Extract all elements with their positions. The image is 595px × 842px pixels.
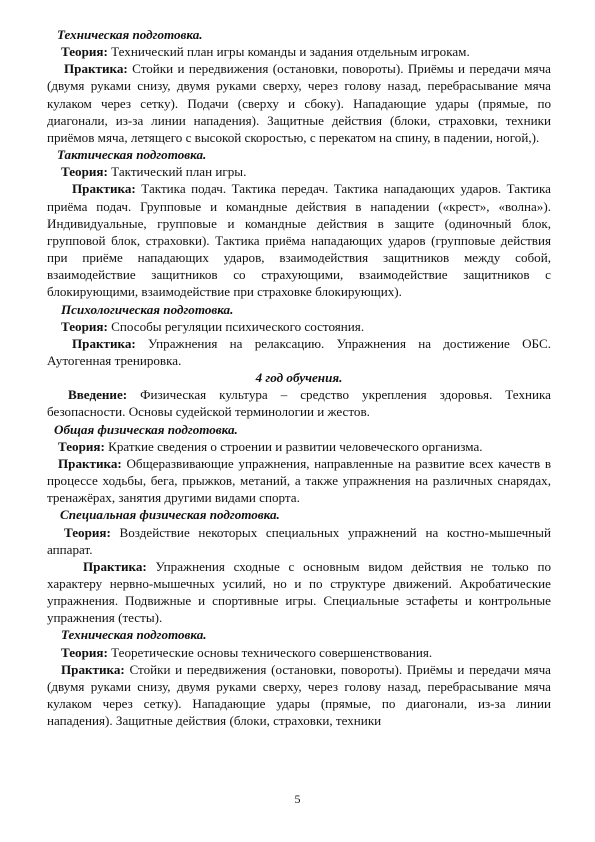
paragraph-label: Теория: bbox=[61, 644, 108, 660]
year-heading: 4 год обучения. bbox=[255, 370, 343, 386]
paragraph-label: Практика: bbox=[61, 661, 125, 677]
paragraph-text: Тактический план игры. bbox=[107, 164, 247, 180]
paragraph-text: Упражнения сходные с основным видом действия не только по характеру нервно-мышечных усилий, но и по структуре движений. Акробатические упражнения. Подвижные и спортивные игры. Специальные эстафеты и контрольные упражнения (тесты). bbox=[47, 558, 551, 626]
paragraph-text: Воздействие некоторых специальных упражнений на костно-мышечный аппарат. bbox=[47, 524, 551, 557]
paragraph-label: Введение: bbox=[68, 387, 128, 403]
section-heading: Техническая подготовка. bbox=[61, 627, 207, 643]
paragraph-text: Краткие сведения о строении и развитии человеческого организма. bbox=[104, 438, 483, 454]
paragraph-text: Стойки и передвижения (остановки, повороты). Приёмы и передачи мяча (двумя руками снизу, двумя руками сверху, через голову назад, перебрасывание мяча кулаком через сетку). Нападающие удары (прямые, по диагонали, из-за линии нападения). Защитные действия (блоки, страховки, техники bbox=[47, 661, 551, 729]
paragraph-text: Тактика подач. Тактика передач. Тактика нападающих ударов. Тактика приёма подач. Групповые и командные действия в нападении («крест», «волна»). Индивидуальные, групповые и командные действия в защите (одиночный блок, групповой блок, страховки). Тактика приёма нападающих ударов (групповые действия при приёме нападающих ударов, взаимодействия защитников между собой, взаимодействие защитников со страхующими, взаимодействие защитников с блокирующими, взаимодействие при страховке блокирующих). bbox=[47, 181, 551, 300]
paragraph-text: Упражнения на релаксацию. Упражнения на достижение ОБС. Аутогенная тренировка. bbox=[47, 335, 551, 368]
paragraph-text: Технический план игры команды и задания отдельным игрокам. bbox=[107, 44, 470, 60]
paragraph-text: Общеразвивающие упражнения, направленные на развитие всех качеств в процессе ходьбы, бега, прыжков, метаний, а также упражнения на различных снарядах, тренажёрах, занятия другими видами спорта. bbox=[47, 455, 551, 506]
paragraph bbox=[47, 644, 551, 661]
paragraph-text: Стойки и передвижения (остановки, повороты). Приёмы и передачи мяча (двумя руками снизу, двумя руками сверху, через голову назад, перебрасывание мяча кулаком через сетку). Подачи (сверху и сбоку). Нападающие удары (прямые, по диагонали, из-за линии нападения). Защитные действия (блоки, страховки, техники приёмов мяча, летящего с высокой скоростью, с перекатом на спину, в падении, ногой,). bbox=[47, 61, 551, 145]
paragraph-label: Практика: bbox=[64, 61, 128, 77]
paragraph bbox=[47, 163, 551, 180]
section-heading: Общая физическая подготовка. bbox=[54, 421, 238, 437]
paragraph-text: Способы регуляции психического состояния. bbox=[107, 318, 365, 334]
paragraph bbox=[47, 524, 551, 558]
paragraph-label: Практика: bbox=[58, 455, 122, 471]
paragraph bbox=[47, 180, 551, 300]
paragraph-label: Теория: bbox=[61, 44, 108, 60]
paragraph-label: Практика: bbox=[83, 558, 147, 574]
paragraph bbox=[47, 661, 551, 730]
paragraph-label: Теория: bbox=[58, 438, 105, 454]
paragraph bbox=[47, 60, 551, 146]
paragraph-label: Практика: bbox=[72, 335, 136, 351]
section-heading: Психологическая подготовка. bbox=[61, 301, 234, 317]
paragraph bbox=[47, 335, 551, 369]
paragraph bbox=[47, 438, 551, 455]
paragraph bbox=[47, 43, 551, 60]
paragraph-text: Физическая культура – средство укрепления здоровья. Техника безопасности. Основы судейской терминологии и жестов. bbox=[47, 387, 551, 420]
paragraph-text: Теоретические основы технического совершенствования. bbox=[107, 644, 433, 660]
section-heading: Техническая подготовка. bbox=[57, 27, 203, 42]
paragraph bbox=[47, 318, 551, 335]
paragraph bbox=[47, 455, 551, 506]
section-heading: Специальная физическая подготовка. bbox=[60, 507, 280, 523]
paragraph-label: Теория: bbox=[61, 318, 108, 334]
paragraph bbox=[47, 386, 551, 420]
section-heading: Тактическая подготовка. bbox=[57, 147, 207, 163]
paragraph-label: Теория: bbox=[61, 164, 108, 180]
document-body bbox=[47, 26, 551, 729]
paragraph-label: Теория: bbox=[64, 524, 111, 540]
paragraph-label: Практика: bbox=[72, 181, 136, 197]
paragraph bbox=[47, 558, 551, 627]
page-number: 5 bbox=[294, 792, 301, 806]
